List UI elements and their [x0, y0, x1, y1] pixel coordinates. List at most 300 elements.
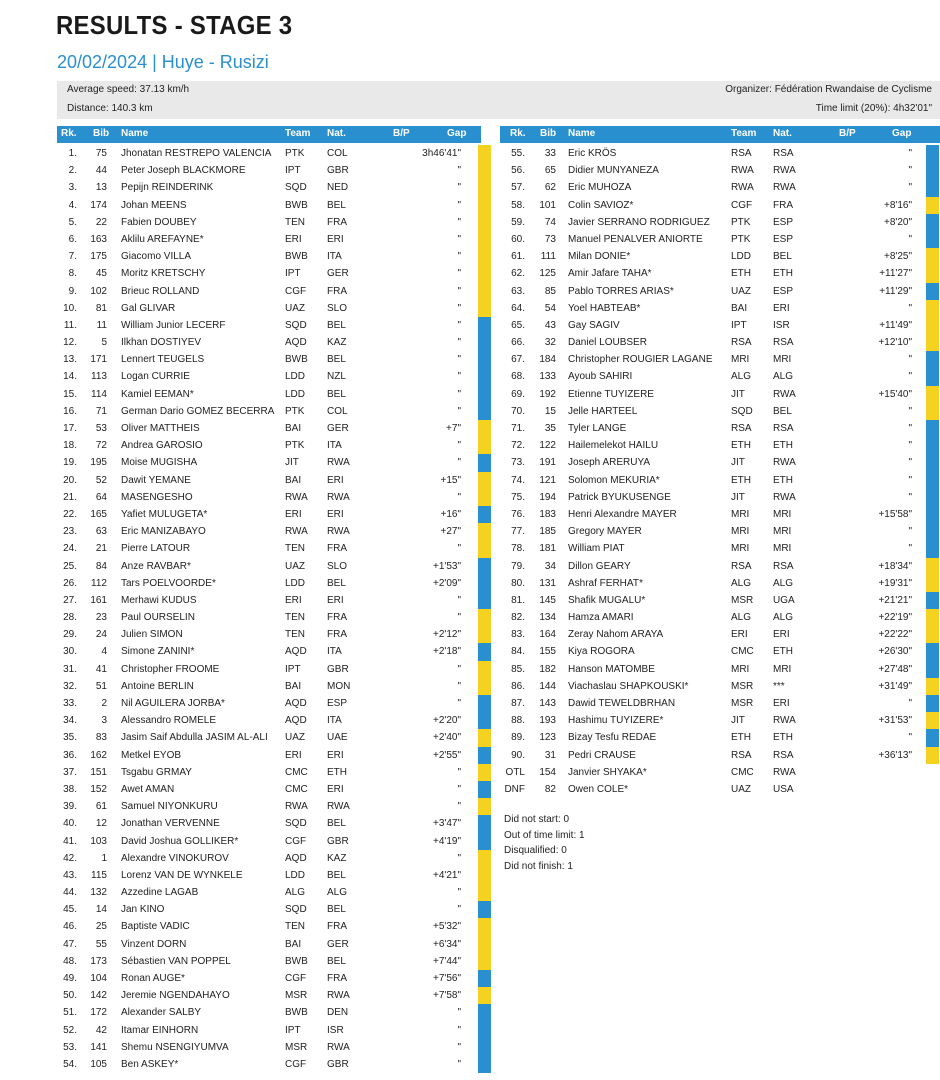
nationality-cell: ETH: [327, 766, 347, 778]
table-row: [57, 403, 497, 420]
header-gap: Gap: [447, 128, 467, 139]
gap-cell: +27": [440, 526, 461, 538]
classification-marker: [478, 798, 491, 815]
bib-cell: 113: [91, 371, 107, 383]
bib-cell: 83: [95, 732, 107, 744]
classification-marker: [478, 764, 491, 781]
table-row: [500, 214, 940, 231]
bib-cell: 85: [544, 285, 556, 297]
rider-name-cell: Ronan AUGE*: [121, 973, 185, 984]
team-cell: AQD: [285, 698, 307, 709]
rank-cell: 83.: [511, 629, 525, 641]
gap-cell: ": [457, 904, 461, 916]
rank-cell: 42.: [63, 852, 77, 864]
header-bp: B/P: [393, 128, 410, 139]
gap-cell: +7'44": [433, 955, 461, 967]
team-cell: LDD: [285, 869, 306, 881]
table-row: [500, 283, 940, 300]
rank-cell: 24.: [63, 543, 77, 555]
bib-cell: 193: [539, 715, 556, 727]
gap-cell: ": [457, 337, 461, 349]
rank-cell: 5.: [68, 216, 77, 228]
nationality-cell: ITA: [327, 646, 342, 658]
bib-cell: 24: [95, 629, 107, 641]
gap-cell: ": [457, 199, 461, 211]
nationality-cell: FRA: [327, 629, 347, 641]
table-row: [57, 850, 497, 867]
gap-cell: ": [457, 440, 461, 452]
classification-marker: [926, 334, 939, 351]
rider-name-cell: Jeremie NGENDAHAYO: [121, 990, 230, 1002]
nationality-cell: FRA: [327, 921, 347, 933]
bib-cell: 172: [90, 1007, 107, 1019]
table-row: [57, 283, 497, 300]
nationality-cell: FRA: [327, 612, 347, 624]
nationality-cell: BEL: [327, 354, 346, 366]
rank-cell: 46.: [63, 921, 77, 933]
rank-cell: 82.: [511, 612, 525, 624]
nationality-cell: BEL: [773, 251, 792, 263]
nationality-cell: DEN: [327, 1007, 349, 1019]
team-cell: BWB: [285, 955, 308, 967]
table-row: [500, 643, 940, 660]
gap-cell: ": [908, 732, 912, 744]
classification-marker: [478, 1022, 491, 1039]
rider-name-cell: Hamza AMARI: [568, 612, 634, 624]
rank-cell: 54.: [63, 1058, 77, 1070]
team-cell: LDD: [285, 371, 306, 383]
bib-cell: 41: [95, 663, 107, 675]
header-nat: Nat.: [327, 128, 346, 139]
team-cell: BAI: [731, 302, 748, 314]
classification-marker: [926, 197, 939, 214]
bib-cell: 45: [95, 268, 107, 280]
header-rk: Rk.: [61, 128, 77, 139]
team-cell: BWB: [285, 251, 308, 263]
bib-cell: 173: [90, 955, 107, 967]
rider-name-cell: Ilkhan DOSTIYEV: [121, 337, 202, 349]
team-cell: TEN: [285, 543, 305, 555]
rider-name-cell: Oliver MATTHEIS: [121, 423, 200, 434]
bib-cell: 84: [95, 560, 107, 572]
nationality-cell: ERI: [327, 783, 344, 795]
bib-cell: 33: [544, 148, 556, 159]
table-row: [57, 592, 497, 609]
bib-cell: 35: [544, 423, 556, 434]
gap-cell: ": [908, 457, 912, 469]
table-row: [57, 386, 497, 403]
gap-cell: ": [908, 165, 912, 177]
team-cell: RWA: [285, 801, 308, 813]
gap-cell: +2'55": [433, 749, 461, 761]
classification-marker: [926, 368, 939, 385]
classification-marker: [926, 626, 939, 643]
table-row: [500, 403, 940, 420]
nationality-cell: ETH: [773, 732, 793, 744]
team-cell: UAZ: [285, 732, 305, 744]
rider-name-cell: Sébastien VAN POPPEL: [121, 955, 231, 967]
gap-cell: ": [457, 319, 461, 331]
rank-cell: 57.: [511, 182, 525, 194]
classification-marker: [926, 214, 939, 231]
rank-cell: 11.: [63, 319, 77, 331]
rider-name-cell: Etienne TUYIZERE: [568, 388, 654, 400]
bib-cell: 174: [90, 199, 107, 211]
rider-name-cell: Henri Alexandre MAYER: [568, 508, 677, 520]
team-cell: CMC: [731, 766, 754, 778]
rank-cell: 1.: [68, 148, 77, 159]
table-row: [500, 197, 940, 214]
team-cell: RWA: [285, 491, 308, 503]
page-title: RESULTS - STAGE 3: [56, 10, 293, 40]
table-row: [57, 231, 497, 248]
gap-cell: ": [457, 182, 461, 194]
out-of-time-limit: Out of time limit: 1: [504, 829, 585, 841]
rider-name-cell: Ben ASKEY*: [121, 1058, 179, 1070]
nationality-cell: MRI: [773, 663, 792, 675]
rank-cell: 80.: [511, 577, 525, 589]
table-row: [500, 179, 940, 196]
gap-cell: ": [908, 371, 912, 383]
rider-name-cell: Alessandro ROMELE: [121, 715, 217, 727]
rider-name-cell: Patrick BYUKUSENGE: [568, 491, 671, 503]
bib-cell: 14: [95, 904, 107, 916]
team-cell: ERI: [285, 594, 302, 606]
table-row: [57, 712, 497, 729]
team-cell: MRI: [731, 508, 750, 520]
bib-cell: 13: [95, 182, 107, 194]
bib-cell: 44: [95, 165, 107, 177]
team-cell: PTK: [731, 216, 751, 228]
bib-cell: 163: [90, 233, 107, 245]
rank-cell: 30.: [63, 646, 77, 658]
gap-cell: +3'47": [433, 818, 461, 830]
table-row: [57, 901, 497, 918]
rank-cell: 88.: [511, 715, 525, 727]
team-cell: BAI: [285, 474, 302, 486]
gap-cell: +2'12": [433, 629, 461, 641]
table-row: [57, 1039, 497, 1056]
rank-cell: 45.: [63, 904, 77, 916]
organizer: Organizer: Fédération Rwandaise de Cyclisme: [725, 84, 932, 95]
rider-name-cell: German Dario GOMEZ BECERRA: [121, 405, 275, 417]
table-row: [500, 351, 940, 368]
classification-marker: [926, 712, 939, 729]
nationality-cell: GBR: [327, 663, 349, 675]
bib-cell: 103: [90, 835, 107, 847]
team-cell: JIT: [731, 491, 745, 503]
bib-cell: 42: [95, 1024, 107, 1036]
nationality-cell: RWA: [327, 1041, 350, 1053]
gap-cell: ": [908, 405, 912, 417]
classification-marker: [478, 850, 491, 867]
bib-cell: 101: [539, 199, 556, 211]
classification-marker: [926, 420, 939, 437]
gap-cell: ": [457, 285, 461, 297]
team-cell: ALG: [731, 577, 752, 589]
bib-cell: 134: [539, 612, 556, 624]
table-row: [500, 592, 940, 609]
rider-name-cell: Nil AGUILERA JORBA*: [121, 698, 225, 709]
team-cell: JIT: [731, 715, 745, 727]
rider-name-cell: Hanson MATOMBE: [568, 663, 655, 675]
bib-cell: 165: [90, 508, 107, 520]
rank-cell: 39.: [63, 801, 77, 813]
bib-cell: 64: [95, 491, 107, 503]
rider-name-cell: Eric MANIZABAYO: [121, 526, 206, 538]
bib-cell: 12: [95, 818, 107, 830]
rank-cell: 22.: [63, 508, 77, 520]
nationality-cell: SLO: [327, 302, 348, 314]
rank-cell: OTL: [505, 766, 525, 778]
classification-marker: [926, 437, 939, 454]
gap-cell: +11'49": [879, 319, 912, 331]
classification-marker: [926, 506, 939, 523]
header-name: Name: [121, 128, 149, 139]
bib-cell: 62: [544, 182, 556, 194]
rank-cell: 18.: [63, 440, 77, 452]
table-row: [500, 540, 940, 557]
table-row: [57, 678, 497, 695]
gap-cell: ": [457, 268, 461, 280]
table-row: [57, 162, 497, 179]
table-row: [500, 334, 940, 351]
classification-marker: [478, 558, 491, 575]
rider-name-cell: Pablo TORRES ARIAS*: [568, 285, 674, 297]
gap-cell: ": [457, 1024, 461, 1036]
team-cell: ETH: [731, 732, 751, 744]
bib-cell: 175: [90, 251, 107, 263]
gap-cell: +26'30": [878, 646, 912, 658]
classification-marker: [478, 833, 491, 850]
bib-cell: 141: [90, 1041, 107, 1053]
team-cell: TEN: [285, 629, 305, 641]
classification-marker: [926, 558, 939, 575]
rider-name-cell: Shafik MUGALU*: [568, 594, 646, 606]
header-bib: Bib: [540, 128, 557, 139]
table-row: [500, 317, 940, 334]
gap-cell: ": [457, 233, 461, 245]
rider-name-cell: Gal GLIVAR: [121, 302, 176, 314]
nationality-cell: GBR: [327, 165, 349, 177]
rider-name-cell: Peter Joseph BLACKMORE: [121, 165, 246, 177]
rank-cell: 64.: [511, 302, 525, 314]
table-row: [57, 145, 497, 162]
gap-cell: ": [457, 405, 461, 417]
rider-name-cell: Itamar EINHORN: [121, 1024, 199, 1036]
classification-marker: [478, 179, 491, 196]
nationality-cell: RWA: [773, 182, 796, 194]
classification-marker: [478, 643, 491, 660]
nationality-cell: FRA: [327, 285, 347, 297]
team-cell: ERI: [285, 508, 302, 520]
classification-marker: [478, 1056, 491, 1073]
rank-cell: 58.: [511, 199, 525, 211]
gap-cell: ": [908, 440, 912, 452]
table-row: [57, 695, 497, 712]
rank-cell: 77.: [511, 526, 525, 538]
rank-cell: 68.: [511, 371, 525, 383]
team-cell: MRI: [731, 543, 750, 555]
nationality-cell: RWA: [327, 491, 350, 503]
table-row: [500, 781, 940, 798]
classification-marker: [478, 506, 491, 523]
nationality-cell: SLO: [327, 560, 348, 572]
team-cell: BWB: [285, 354, 308, 366]
rider-name-cell: Pierre LATOUR: [121, 543, 191, 555]
rank-cell: 48.: [63, 955, 77, 967]
gap-cell: ": [457, 852, 461, 864]
team-cell: AQD: [285, 715, 307, 727]
bib-cell: 23: [95, 612, 107, 624]
team-cell: RSA: [731, 148, 752, 159]
nationality-cell: FRA: [327, 543, 347, 555]
did-not-start: Did not start: 0: [504, 814, 570, 825]
bib-cell: 111: [540, 251, 556, 263]
nationality-cell: RWA: [773, 491, 796, 503]
gap-cell: ": [908, 354, 912, 366]
gap-cell: +27'48": [878, 663, 912, 675]
nationality-cell: ERI: [327, 233, 344, 245]
nationality-cell: ALG: [773, 371, 794, 383]
classification-marker: [926, 729, 939, 746]
rank-cell: 71.: [511, 423, 525, 434]
table-row: [57, 454, 497, 471]
nationality-cell: BEL: [327, 904, 346, 916]
team-cell: SQD: [285, 818, 307, 830]
classification-marker: [926, 472, 939, 489]
header-rk: Rk.: [510, 128, 526, 139]
classification-marker: [478, 1039, 491, 1056]
nationality-cell: RWA: [327, 990, 350, 1002]
rank-cell: 50.: [63, 990, 77, 1002]
rank-cell: 69.: [511, 388, 525, 400]
rank-cell: 75.: [511, 491, 525, 503]
team-cell: UAZ: [285, 302, 305, 314]
nationality-cell: RSA: [773, 749, 794, 761]
rider-name-cell: Johan MEENS: [121, 199, 187, 211]
rider-name-cell: Dawid TEWELDBRHAN: [568, 698, 676, 709]
rank-cell: 81.: [511, 594, 525, 606]
gap-cell: ": [457, 766, 461, 778]
average-speed: Average speed: 37.13 km/h: [67, 84, 190, 95]
did-not-finish: Did not finish: 1: [504, 860, 573, 872]
nationality-cell: RSA: [773, 337, 794, 349]
table-row: [500, 386, 940, 403]
rank-cell: 67.: [511, 354, 525, 366]
team-cell: ETH: [731, 268, 751, 280]
team-cell: RWA: [731, 165, 754, 177]
rank-cell: 28.: [63, 612, 77, 624]
nationality-cell: FRA: [327, 973, 347, 984]
rank-cell: 19.: [63, 457, 77, 469]
rank-cell: 32.: [63, 680, 77, 692]
nationality-cell: ETH: [773, 440, 793, 452]
rider-name-cell: MASENGESHO: [121, 491, 193, 503]
bib-cell: 72: [95, 440, 107, 452]
classification-marker: [478, 197, 491, 214]
rank-cell: 86.: [511, 680, 525, 692]
team-cell: CGF: [731, 199, 753, 211]
gap-cell: ": [457, 698, 461, 709]
bib-cell: 81: [95, 302, 107, 314]
classification-marker: [926, 300, 939, 317]
table-row: [500, 231, 940, 248]
rank-cell: 79.: [511, 560, 525, 572]
team-cell: AQD: [285, 646, 307, 658]
rider-name-cell: Azzedine LAGAB: [121, 887, 199, 899]
table-row: [57, 1056, 497, 1073]
bib-cell: 122: [539, 440, 556, 452]
gap-cell: 3h46'41": [422, 148, 461, 159]
gap-cell: ": [908, 491, 912, 503]
rider-name-cell: Ayoub SAHIRI: [568, 371, 633, 383]
rider-name-cell: Kamiel EEMAN*: [121, 388, 194, 400]
table-row: [57, 970, 497, 987]
rank-cell: 27.: [63, 594, 77, 606]
team-cell: ERI: [285, 233, 302, 245]
rider-name-cell: Dawit YEMANE: [121, 474, 191, 486]
nationality-cell: MRI: [773, 508, 792, 520]
bib-cell: 144: [539, 680, 556, 692]
table-row: [500, 506, 940, 523]
nationality-cell: ESP: [773, 233, 794, 245]
nationality-cell: MRI: [773, 543, 792, 555]
classification-marker: [478, 781, 491, 798]
classification-marker: [926, 609, 939, 626]
rank-cell: 47.: [63, 938, 77, 950]
table-row: [500, 575, 940, 592]
rider-name-cell: Bizay Tesfu REDAE: [568, 732, 657, 744]
nationality-cell: ESP: [327, 698, 348, 709]
gap-cell: ": [457, 1041, 461, 1053]
gap-cell: ": [457, 354, 461, 366]
nationality-cell: BEL: [327, 577, 346, 589]
team-cell: TEN: [285, 216, 305, 228]
bib-cell: 114: [91, 388, 107, 400]
classification-marker: [926, 540, 939, 557]
rank-cell: 56.: [511, 165, 525, 177]
nationality-cell: BEL: [327, 388, 346, 400]
gap-cell: +22'22": [878, 629, 912, 641]
nationality-cell: ISR: [773, 319, 790, 331]
rider-name-cell: David Joshua GOLLIKER*: [121, 835, 239, 847]
rank-cell: 55.: [511, 148, 525, 159]
rank-cell: 84.: [511, 646, 525, 658]
team-cell: UAZ: [285, 560, 305, 572]
classification-marker: [478, 540, 491, 557]
gap-cell: ": [457, 302, 461, 314]
nationality-cell: GER: [327, 268, 349, 280]
race-stats: [504, 812, 585, 874]
gap-cell: +5'32": [433, 921, 461, 933]
rider-name-cell: Andrea GAROSIO: [121, 440, 203, 452]
header-nat: Nat.: [773, 128, 792, 139]
rider-name-cell: Aklilu AREFAYNE*: [121, 233, 204, 245]
rider-name-cell: Dillon GEARY: [568, 560, 631, 572]
table-row: [57, 334, 497, 351]
rider-name-cell: Joseph ARERUYA: [568, 457, 651, 469]
table-row: [57, 1004, 497, 1021]
classification-marker: [926, 145, 939, 162]
team-cell: JIT: [285, 457, 299, 469]
info-bar: [57, 81, 940, 119]
rank-cell: 65.: [511, 319, 525, 331]
nationality-cell: ERI: [327, 474, 344, 486]
table-row: [57, 489, 497, 506]
bib-cell: 32: [544, 337, 556, 349]
rider-name-cell: Ashraf FERHAT*: [568, 577, 643, 589]
